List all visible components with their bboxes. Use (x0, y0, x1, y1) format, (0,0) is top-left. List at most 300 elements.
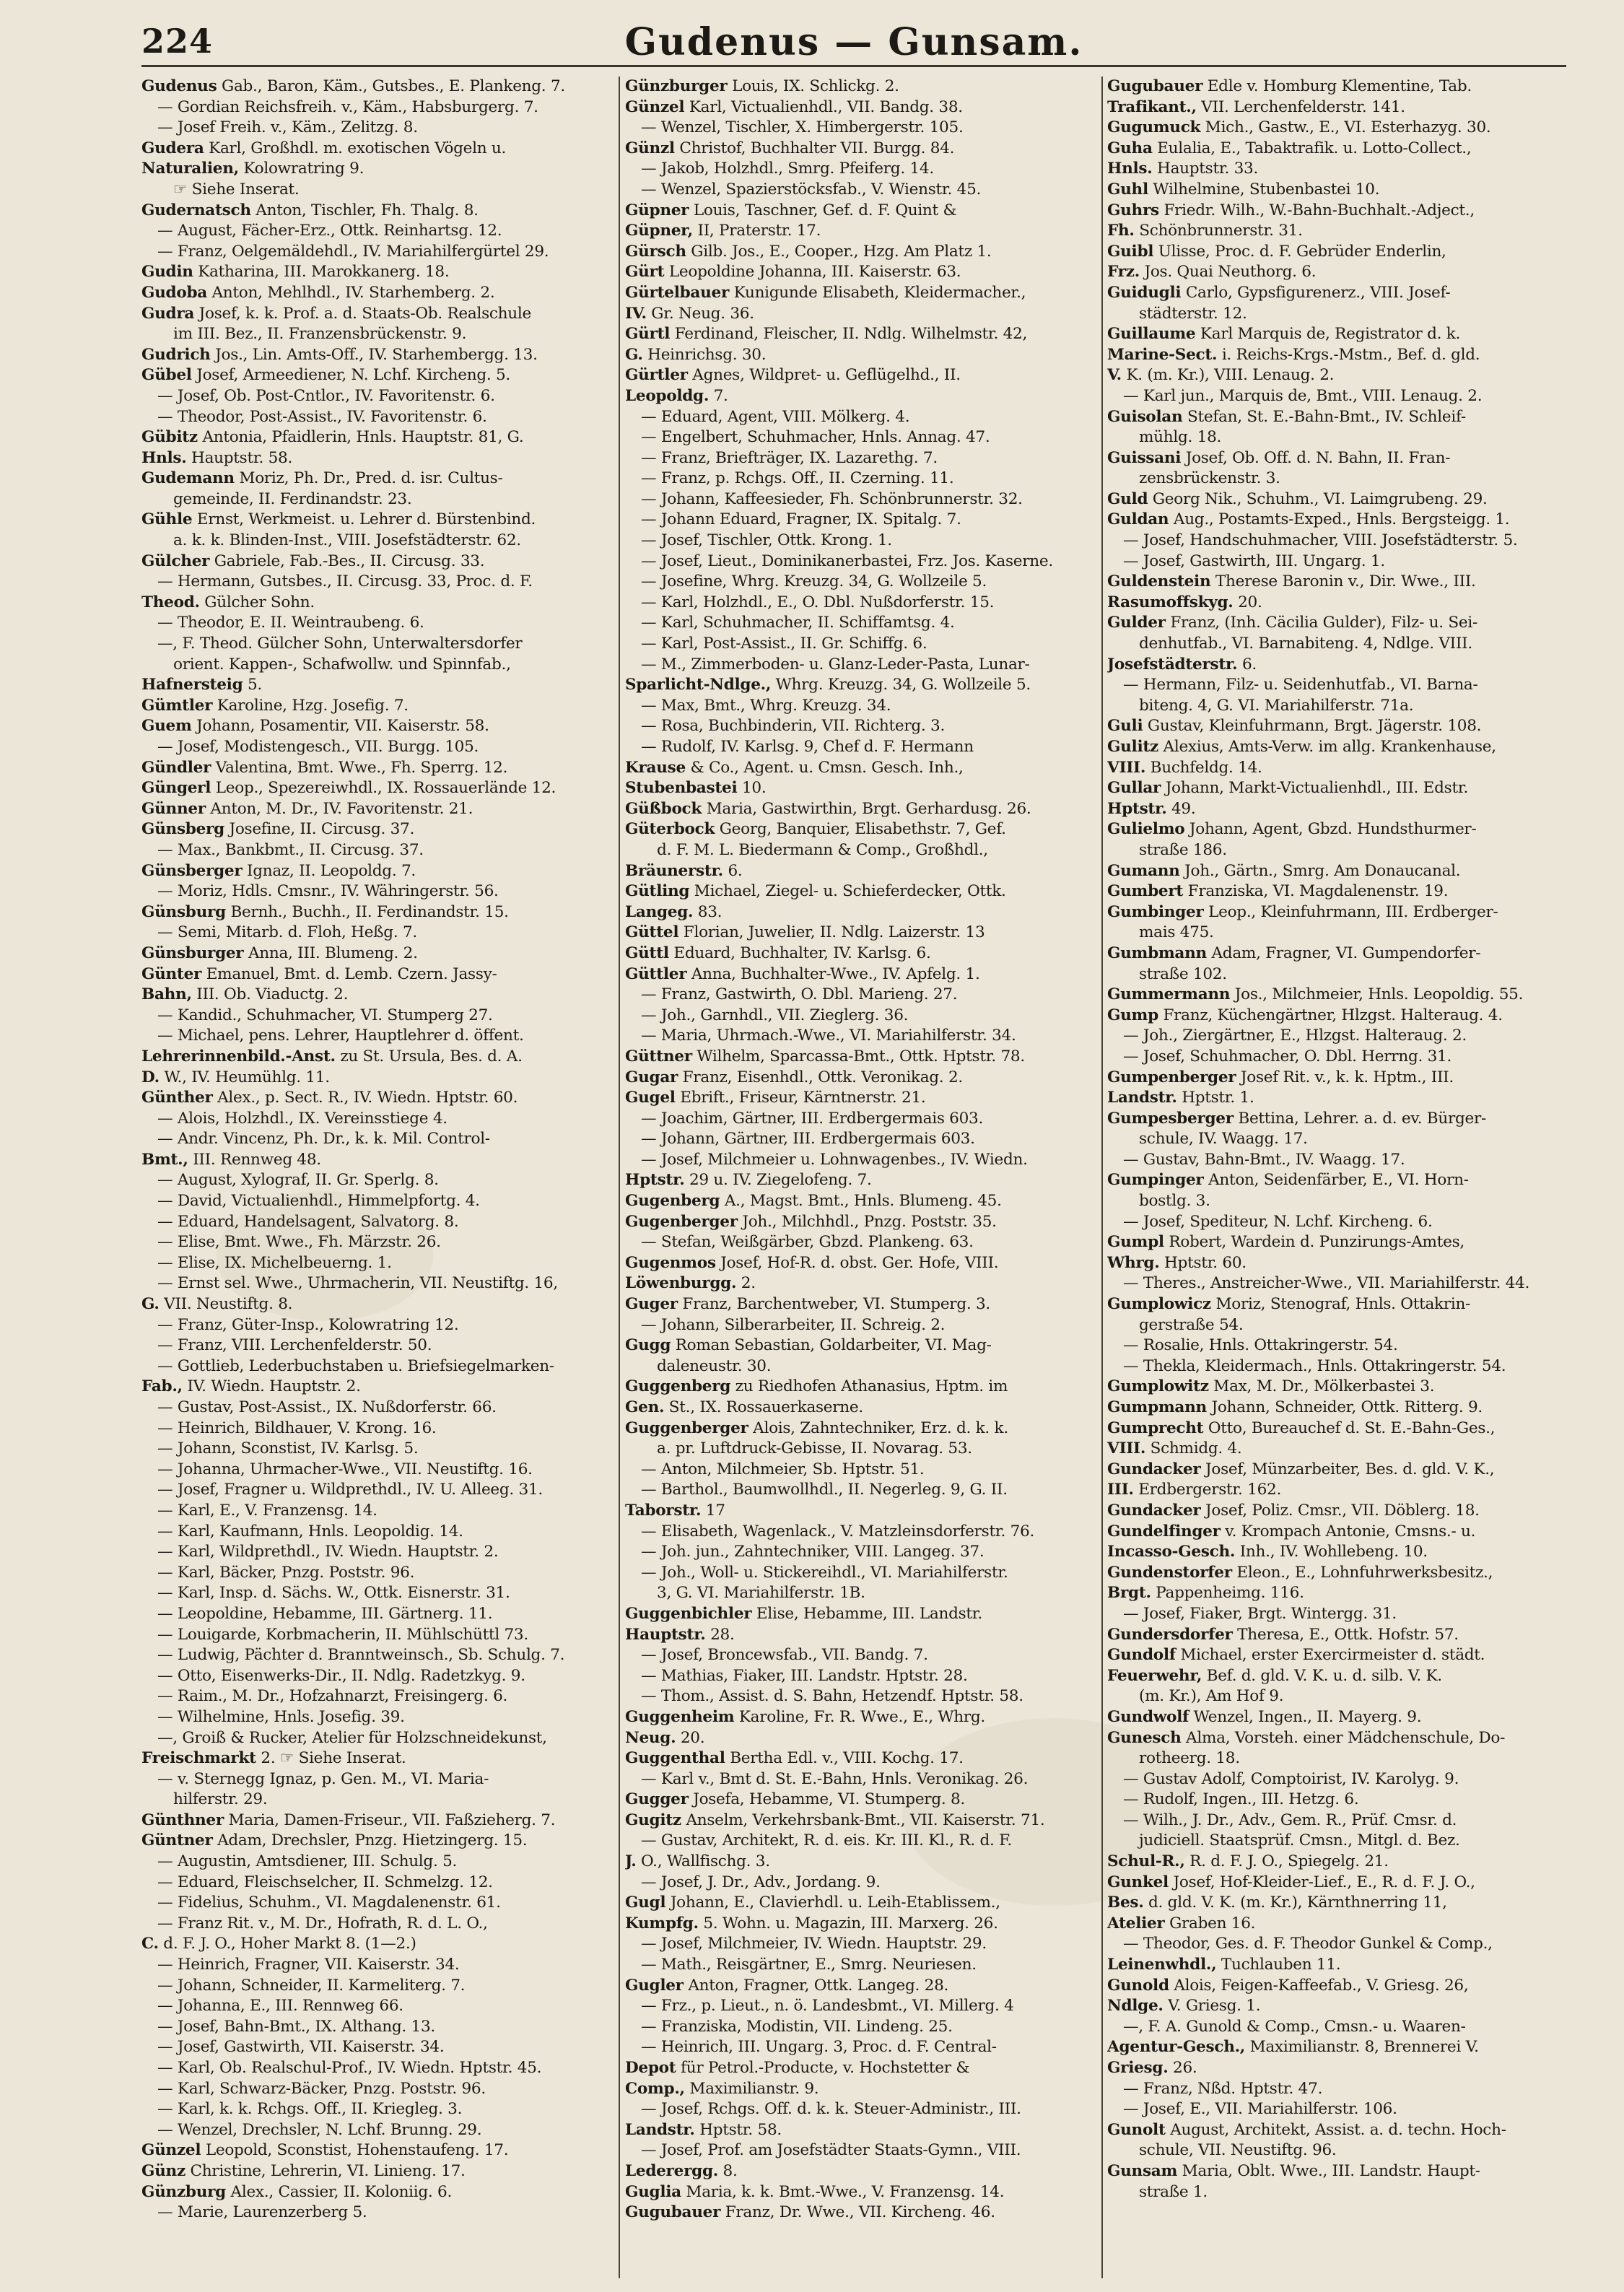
directory-line: — Franz, Nßd. Hptstr. 47. (1123, 2079, 1323, 2098)
directory-line: Güntner Adam, Drechsler, Pnzg. Hietzingerg. 15. (141, 1831, 528, 1850)
directory-line: — Johanna, Uhrmacher-Wwe., VII. Neustiftg. 16. (157, 1460, 533, 1478)
directory-line: — Franz, Güter-Insp., Kolowratring 12. (157, 1315, 459, 1334)
directory-line: — Eduard, Agent, VIII. Mölkerg. 4. (641, 407, 910, 426)
directory-line: Gugenberg A., Magst. Bmt., Hnls. Blumeng. 45. (625, 1192, 1002, 1211)
directory-line: 3, G. VI. Mariahilferstr. 1B. (657, 1584, 865, 1603)
directory-line: — Gustav, Architekt, R. d. eis. Kr. III. Kl., R. d. F. (641, 1831, 1012, 1850)
directory-line: Gunkel Josef, Hof-Kleider-Lief., E., R. d. F. J. O., (1107, 1873, 1475, 1891)
directory-line: Günner Anton, M. Dr., IV. Favoritenstr. 21. (141, 799, 473, 818)
directory-line: Gugger Josefa, Hebamme, VI. Stumperg. 8. (625, 1790, 965, 1809)
directory-line: — Josef, E., VII. Mariahilferstr. 106. (1123, 2100, 1397, 2119)
directory-line: Gunolt August, Architekt, Assist. a. d. techn. Hoch- (1107, 2120, 1506, 2139)
directory-line: Atelier Graben 16. (1107, 1914, 1256, 1932)
directory-line: Gunold Alois, Feigen-Kaffeefab., V. Griesg. 26, (1107, 1976, 1469, 1995)
directory-line: Gübel Josef, Armeediener, N. Lchf. Kircheng. 5. (141, 366, 510, 385)
directory-line: Gugubauer Edle v. Homburg Klementine, Tab. (1107, 77, 1472, 95)
directory-line: — Ernst sel. Wwe., Uhrmacherin, VII. Neustiftg. 16, (157, 1274, 558, 1293)
directory-line: Hnls. Hauptstr. 58. (141, 448, 293, 467)
directory-line: VIII. Schmidg. 4. (1107, 1439, 1242, 1458)
directory-line: Landstr. Hptstr. 1. (1107, 1089, 1254, 1107)
directory-line: Sparlicht-Ndlge., Whrg. Kreuzg. 34, G. Wollzeile 5. (625, 676, 1031, 694)
directory-line: — Karl, Post-Assist., II. Gr. Schiffg. 6. (641, 635, 927, 653)
directory-line: — Josef, Broncewsfab., VII. Bandg. 7. (641, 1646, 928, 1665)
directory-line: Gulder Franz, (Inh. Cäcilia Gulder), Filz- u. Sei- (1107, 614, 1477, 632)
directory-line: Gundenstorfer Eleon., E., Lohnfuhrwerksbesitz., (1107, 1563, 1493, 1582)
directory-line: Guli Gustav, Kleinfuhrmann, Brgt. Jägerstr. 108. (1107, 717, 1482, 736)
running-title: Gudenus — Gunsam. (624, 20, 1083, 64)
directory-line: — Moriz, Hdls. Cmsnr., IV. Währingerstr. 56. (157, 882, 499, 901)
directory-line: — Joh., Woll- u. Stickereihdl., VI. Mariahilferstr. (641, 1563, 1008, 1582)
directory-line: — Kandid., Schuhmacher, VI. Stumperg 27. (157, 1006, 493, 1024)
directory-line: Langeg. 83. (625, 902, 722, 921)
directory-line: — Franz, Gastwirth, O. Dbl. Marieng. 27. (641, 985, 958, 1004)
directory-line: — Franz Rit. v., M. Dr., Hofrath, R. d. L. O., (157, 1914, 488, 1932)
directory-line: — Josef, Bahn-Bmt., IX. Althang. 13. (157, 2017, 435, 2036)
directory-line: Feuerwehr, Bef. d. gld. V. K. u. d. silb. V. K. (1107, 1666, 1442, 1685)
directory-line: — Josef, Fragner u. Wildprethdl., IV. U. Alleeg. 31. (157, 1481, 543, 1499)
directory-line: — Augustin, Amtsdiener, III. Schulg. 5. (157, 1852, 458, 1871)
directory-line: J. O., Wallfischg. 3. (625, 1852, 770, 1871)
directory-line: Gülcher Gabriele, Fab.-Bes., II. Circusg. 33. (141, 552, 485, 570)
directory-line: straße 186. (1139, 840, 1227, 859)
directory-line: Gugel Ebrift., Friseur, Kärntnerstr. 21. (625, 1089, 926, 1107)
directory-line: —, F. Theod. Gülcher Sohn, Unterwaltersdorfer (157, 635, 523, 653)
directory-line: — Joachim, Gärtner, III. Erdbergermais 603. (641, 1109, 984, 1128)
directory-line: — Maria, Uhrmach.-Wwe., VI. Mariahilferstr. 34. (641, 1027, 1016, 1045)
directory-line: Guggenbichler Elise, Hebamme, III. Landstr. (625, 1604, 982, 1623)
directory-line: — Leopoldine, Hebamme, III. Gärtnerg. 11. (157, 1604, 493, 1623)
directory-line: Guidugli Carlo, Gypsfigurenerz., VIII. Josef- (1107, 283, 1451, 302)
directory-line: Gen. St., IX. Rossauerkaserne. (625, 1398, 863, 1416)
directory-line: — Franz, Briefträger, IX. Lazarethg. 7. (641, 448, 938, 467)
directory-line: — Karl, E., V. Franzensg. 14. (157, 1501, 377, 1520)
directory-line: Gürtl Ferdinand, Fleischer, II. Ndlg. Wilhelmstr. 42, (625, 325, 1028, 344)
directory-line: — Rudolf, IV. Karlsg. 9, Chef d. F. Hermann (641, 738, 974, 756)
directory-line: Guldenstein Therese Baronin v., Dir. Wwe., III. (1107, 572, 1476, 591)
directory-line: Gulitz Alexius, Amts-Verw. im allg. Krankenhause, (1107, 738, 1496, 756)
directory-line: V. K. (m. Kr.), VIII. Lenaug. 2. (1107, 366, 1335, 385)
directory-line: —, F. A. Gunold & Comp., Cmsn.- u. Waaren- (1123, 2017, 1466, 2036)
directory-line: — Josef Freih. v., Käm., Zelitzg. 8. (157, 118, 418, 137)
directory-line: Günthner Maria, Damen-Friseur., VII. Faßzieherg. 7. (141, 1810, 556, 1829)
directory-line: Rasumoffskyg. 20. (1107, 593, 1262, 611)
directory-line: Gugg Roman Sebastian, Goldarbeiter, VI. Mag- (625, 1336, 992, 1355)
directory-line: Gudoba Anton, Mehlhdl., IV. Starhemberg. 2. (141, 283, 495, 302)
directory-line: Griesg. 26. (1107, 2059, 1197, 2077)
directory-line: — Gottlieb, Lederbuchstaben u. Briefsiegelmarken- (157, 1356, 554, 1375)
directory-line: Freischmarkt 2. ☞ Siehe Inserat. (141, 1749, 406, 1768)
column-divider (619, 77, 620, 2278)
directory-line: Kumpfg. 5. Wohn. u. Magazin, III. Marxerg. 26. (625, 1914, 998, 1932)
directory-line: — Eduard, Handelsagent, Salvatorg. 8. (157, 1212, 459, 1231)
directory-line: — Karl, Ob. Realschul-Prof., IV. Wiedn. Hptstr. 45. (157, 2059, 542, 2077)
directory-line: — v. Sternegg Ignaz, p. Gen. M., VI. Maria- (157, 1769, 489, 1788)
directory-line: daleneustr. 30. (657, 1356, 772, 1375)
directory-line: Gumplowicz Moriz, Stenograf, Hnls. Ottakrin- (1107, 1295, 1471, 1314)
directory-line: straße 102. (1139, 964, 1227, 983)
directory-line: zensbrückenstr. 3. (1139, 469, 1280, 488)
directory-line: — Max, Bmt., Whrg. Kreuzg. 34. (641, 696, 891, 715)
directory-line: — Wilh., J. Dr., Adv., Gem. R., Prüf. Cmsr. d. (1123, 1810, 1457, 1829)
directory-line: Theod. Gülcher Sohn. (141, 593, 315, 611)
directory-line: — Thom., Assist. d. S. Bahn, Hetzendf. Hptstr. 58. (641, 1687, 1023, 1706)
directory-line: Gumann Joh., Gärtn., Smrg. Am Donaucanal. (1107, 861, 1461, 880)
directory-line: Lehrerinnenbild.-Anst. zu St. Ursula, Bes. d. A. (141, 1047, 523, 1066)
directory-line: — Josef, Gastwirth, VII. Kaiserstr. 34. (157, 2038, 445, 2057)
directory-line: Brgt. Pappenheimg. 116. (1107, 1584, 1304, 1603)
directory-line: — Wenzel, Spazierstöcksfab., V. Wienstr. 45. (641, 180, 982, 199)
directory-line: Gühle Ernst, Werkmeist. u. Lehrer d. Bürstenbind. (141, 510, 536, 529)
directory-line: gemeinde, II. Ferdinandstr. 23. (173, 489, 412, 508)
directory-line: — Karl v., Bmt d. St. E.-Bahn, Hnls. Veronikag. 26. (641, 1769, 1029, 1788)
directory-line: ☞ Siehe Inserat. (173, 180, 300, 199)
directory-line: Guldan Aug., Postamts-Exped., Hnls. Bergsteigg. 1. (1107, 510, 1510, 529)
directory-line: Gumpl Robert, Wardein d. Punzirungs-Amtes, (1107, 1233, 1464, 1252)
directory-line: Taborstr. 17 (625, 1501, 725, 1520)
directory-line: — Heinrich, Fragner, VII. Kaiserstr. 34. (157, 1956, 460, 1974)
directory-line: Günzel Karl, Victualienhdl., VII. Bandg. 38. (625, 97, 963, 116)
directory-line: Güttel Florian, Juwelier, II. Ndlg. Laizerstr. 13 (625, 923, 985, 942)
directory-line: Gumpenberger Josef Rit. v., k. k. Hptm., III. (1107, 1068, 1454, 1086)
directory-line: Gumbmann Adam, Fragner, VI. Gumpendorfer- (1107, 944, 1481, 962)
directory-line: Naturalien, Kolowratring 9. (141, 160, 364, 178)
directory-line: mühlg. 18. (1139, 428, 1222, 447)
directory-line: — August, Fächer-Erz., Ottk. Reinhartsg. 12. (157, 222, 502, 240)
directory-line: Guibl Ulisse, Proc. d. F. Gebrüder Enderlin, (1107, 242, 1446, 261)
directory-line: — Elisabeth, Wagenlack., V. Matzleinsdorferstr. 76. (641, 1522, 1035, 1541)
header-rule (141, 65, 1566, 67)
directory-line: — Johann, Sconstist, IV. Karlsg. 5. (157, 1439, 419, 1458)
directory-line: D. W., IV. Heumühlg. 11. (141, 1068, 330, 1086)
directory-line: Gundacker Josef, Münzarbeiter, Bes. d. gld. V. K., (1107, 1460, 1495, 1478)
directory-line: — Josef, Spediteur, N. Lchf. Kircheng. 6. (1123, 1212, 1433, 1231)
directory-line: Gumbert Franziska, VI. Magdalenenstr. 19. (1107, 882, 1449, 901)
directory-line: Neug. 20. (625, 1728, 705, 1747)
directory-line: Lederergg. 8. (625, 2161, 738, 2180)
directory-line: denhutfab., VI. Barnabiteng. 4, Ndlge. VIII. (1139, 635, 1472, 653)
directory-line: Gugubauer Franz, Dr. Wwe., VII. Kircheng. 46. (625, 2203, 995, 2222)
directory-line: — Joh. jun., Zahntechniker, VIII. Langeg. 37. (641, 1543, 985, 1561)
directory-line: — Otto, Eisenwerks-Dir., II. Ndlg. Radetzkyg. 9. (157, 1666, 525, 1685)
directory-line: — Franziska, Modistin, VII. Lindeng. 25. (641, 2017, 953, 2036)
directory-line: Gudernatsch Anton, Tischler, Fh. Thalg. 8. (141, 201, 479, 219)
directory-line: — Hermann, Filz- u. Seidenhutfab., VI. Barna- (1123, 676, 1478, 694)
directory-line: — Hermann, Gutsbes., II. Circusg. 33, Proc. d. F. (157, 572, 533, 591)
directory-line: Stubenbastei 10. (625, 779, 767, 798)
directory-line: — Heinrich, Bildhauer, V. Krong. 16. (157, 1419, 437, 1437)
directory-line: Whrg. Hptstr. 60. (1107, 1253, 1247, 1272)
directory-line: — Karl, k. k. Rchgs. Off., II. Kriegleg. 3. (157, 2100, 463, 2119)
directory-line: IV. Gr. Neug. 36. (625, 304, 754, 323)
directory-line: Gundacker Josef, Poliz. Cmsr., VII. Döblerg. 18. (1107, 1501, 1480, 1520)
directory-line: Gübitz Antonia, Pfaidlerin, Hnls. Hauptstr. 81, G. (141, 428, 524, 447)
directory-line: — Stefan, Weißgärber, Gbzd. Plankeng. 63. (641, 1233, 974, 1252)
directory-line: — Johann, Silberarbeiter, II. Schreig. 2. (641, 1315, 946, 1334)
directory-line: Gugler Anton, Fragner, Ottk. Langeg. 28. (625, 1976, 949, 1995)
directory-line: hilferstr. 29. (173, 1790, 268, 1809)
directory-line: judiciell. Staatsprüf. Cmsn., Mitgl. d. Bez. (1139, 1831, 1460, 1850)
directory-line: VIII. Buchfeldg. 14. (1107, 758, 1262, 777)
directory-line: Hptstr. 29 u. IV. Ziegelofeng. 7. (625, 1171, 872, 1190)
directory-line: — August, Xylograf, II. Gr. Sperlg. 8. (157, 1171, 439, 1190)
directory-line: Fab., IV. Wiedn. Hauptstr. 2. (141, 1377, 361, 1396)
directory-line: C. d. F. J. O., Hoher Markt 8. (1—2.) (141, 1935, 416, 1953)
directory-line: Gumprecht Otto, Bureauchef d. St. E.-Bahn-Ges., (1107, 1419, 1496, 1437)
directory-line: straße 1. (1139, 2182, 1208, 2201)
directory-line: — Karl, Schwarz-Bäcker, Pnzg. Poststr. 96. (157, 2079, 486, 2098)
directory-line: Guger Franz, Barchentweber, VI. Stumperg. 3. (625, 1295, 990, 1314)
directory-line: — Frz., p. Lieut., n. ö. Landesbmt., VI. Millerg. 4 (641, 1997, 1014, 2016)
directory-line: Gürsch Gilb. Jos., E., Cooper., Hzg. Am Platz 1. (625, 242, 992, 261)
directory-line: Guhrs Friedr. Wilh., W.-Bahn-Buchhalt.-Adject., (1107, 201, 1475, 219)
directory-line: — Mathias, Fiaker, III. Landstr. Hptstr. 28. (641, 1666, 968, 1685)
directory-line: Güttner Wilhelm, Sparcassa-Bmt., Ottk. Hptstr. 78. (625, 1047, 1025, 1066)
directory-line: — Andr. Vincenz, Ph. Dr., k. k. Mil. Control- (157, 1130, 490, 1149)
column-divider (1101, 77, 1103, 2278)
directory-line: — Josef, Fiaker, Brgt. Wintergg. 31. (1123, 1604, 1397, 1623)
directory-line: biteng. 4, G. VI. Mariahilferstr. 71a. (1139, 696, 1414, 715)
directory-line: — Rosa, Buchbinderin, VII. Richterg. 3. (641, 717, 946, 736)
directory-line: — Louigarde, Korbmacherin, II. Mühlschüttl 73. (157, 1625, 528, 1644)
directory-line: Gürtelbauer Kunigunde Elisabeth, Kleidermacher., (625, 283, 1026, 302)
directory-line: Gumpesberger Bettina, Lehrer. a. d. ev. Bürger- (1107, 1109, 1487, 1128)
directory-line: Gundelfinger v. Krompach Antonie, Cmsns.- u. (1107, 1522, 1476, 1541)
directory-line: Gudrich Jos., Lin. Amts-Off., IV. Starhembergg. 13. (141, 345, 538, 364)
directory-line: Guggenberg zu Riedhofen Athanasius, Hptm. im (625, 1377, 1008, 1396)
directory-line: Leopoldg. 7. (625, 386, 728, 405)
directory-line: Gugenberger Joh., Milchhdl., Pnzg. Poststr. 35. (625, 1212, 997, 1231)
directory-line: Bräunerstr. 6. (625, 861, 743, 880)
directory-column-2 (625, 77, 1097, 2278)
directory-line: Krause & Co., Agent. u. Cmsn. Gesch. Inh., (625, 758, 964, 777)
directory-line: bostlg. 3. (1139, 1192, 1210, 1211)
directory-line: — Marie, Laurenzerberg 5. (157, 2203, 367, 2222)
directory-line: — Karl, Schuhmacher, II. Schiffamtsg. 4. (641, 614, 955, 632)
directory-line: — Gustav Adolf, Comptoirist, IV. Karolyg. 9. (1123, 1769, 1459, 1788)
directory-line: — Michael, pens. Lehrer, Hauptlehrer d. öffent. (157, 1027, 524, 1045)
directory-line: Guem Johann, Posamentir, VII. Kaiserstr. 58. (141, 717, 489, 736)
directory-line: — Eduard, Fleischselcher, II. Schmelzg. 12. (157, 1873, 493, 1891)
directory-line: Günter Emanuel, Bmt. d. Lemb. Czern. Jassy- (141, 964, 497, 983)
directory-line: — Thekla, Kleidermach., Hnls. Ottakringerstr. 54. (1123, 1356, 1506, 1375)
directory-line: Frz. Jos. Quai Neuthorg. 6. (1107, 263, 1317, 282)
directory-line: Trafikant., VII. Lerchenfelderstr. 141. (1107, 97, 1405, 116)
directory-line: d. F. M. L. Biedermann & Comp., Großhdl., (657, 840, 988, 859)
directory-line: — Josef, J. Dr., Adv., Jordang. 9. (641, 1873, 881, 1891)
directory-line: Agentur-Gesch., Maximilianstr. 8, Brennerei V. (1107, 2038, 1479, 2057)
directory-line: Bahn, III. Ob. Viaductg. 2. (141, 985, 349, 1004)
directory-line: Gündler Valentina, Bmt. Wwe., Fh. Sperrg. 12. (141, 758, 508, 777)
directory-line: Gummermann Jos., Milchmeier, Hnls. Leopoldig. 55. (1107, 985, 1524, 1004)
directory-line: Bes. d. gld. V. K. (m. Kr.), Kärnthnerring 11, (1107, 1894, 1447, 1912)
directory-line: Gudera Karl, Großhdl. m. exotischen Vögeln u. (141, 139, 507, 157)
directory-line: Gugar Franz, Eisenhdl., Ottk. Veronikag. 2. (625, 1068, 963, 1086)
directory-line: — Johann, Gärtner, III. Erdbergermais 603. (641, 1130, 975, 1149)
directory-line: Guha Eulalia, E., Tabaktrafik. u. Lotto-Collect., (1107, 139, 1472, 157)
directory-line: Gumplowitz Max, M. Dr., Mölkerbastei 3. (1107, 1377, 1435, 1396)
directory-line: — Semi, Mitarb. d. Floh, Heßg. 7. (157, 923, 417, 942)
directory-line: — Johanna, E., III. Rennweg 66. (157, 1997, 403, 2016)
directory-line: mais 475. (1139, 923, 1214, 942)
directory-line: schule, IV. Waagg. 17. (1139, 1130, 1308, 1149)
directory-line: — Josef, Schuhmacher, O. Dbl. Herrng. 31. (1123, 1047, 1452, 1066)
directory-line: Guggenthal Bertha Edl. v., VIII. Kochg. 17. (625, 1749, 964, 1768)
directory-line: Comp., Maximilianstr. 9. (625, 2079, 819, 2098)
directory-line: — David, Victualienhdl., Himmelpfortg. 4. (157, 1192, 480, 1211)
directory-line: Guhl Wilhelmine, Stubenbastei 10. (1107, 180, 1380, 199)
page-number: 224 (141, 22, 214, 61)
directory-line: — Franz, Oelgemäldehdl., IV. Mariahilfergürtel 29. (157, 242, 549, 261)
directory-line: Guld Georg Nik., Schuhm., VI. Laimgrubeng. 29. (1107, 489, 1488, 508)
directory-line: gerstraße 54. (1139, 1315, 1244, 1334)
directory-line: Günsberger Ignaz, II. Leopoldg. 7. (141, 861, 416, 880)
directory-line: Gümtler Karoline, Hzg. Josefig. 7. (141, 696, 409, 715)
directory-line: Incasso-Gesch. Inh., IV. Wohllebeng. 10. (1107, 1543, 1428, 1561)
directory-line: — Elise, IX. Michelbeuerng. 1. (157, 1253, 392, 1272)
directory-line: — Theodor, Post-Assist., IV. Favoritenstr. 6. (157, 407, 487, 426)
directory-line: — Rosalie, Hnls. Ottakringerstr. 54. (1123, 1336, 1398, 1355)
directory-line: Gunesch Alma, Vorsteh. einer Mädchenschule, Do- (1107, 1728, 1506, 1747)
directory-line: Güterbock Georg, Banquier, Elisabethstr. 7, Gef. (625, 820, 1006, 839)
directory-line: — Raim., M. Dr., Hofzahnarzt, Freisingerg. 6. (157, 1687, 508, 1706)
directory-line: Gullar Johann, Markt-Victualienhdl., III. Edstr. (1107, 779, 1469, 798)
directory-line: G. Heinrichsg. 30. (625, 345, 767, 364)
directory-line: Günz Christine, Lehrerin, VI. Linieng. 17. (141, 2161, 466, 2180)
directory-line: Guggenberger Alois, Zahntechniker, Erz. d. k. k. (625, 1419, 1008, 1437)
directory-line: — Josef, Lieut., Dominikanerbastei, Frz. Jos. Kaserne. (641, 552, 1053, 570)
directory-line: — Max., Bankbmt., II. Circusg. 37. (157, 840, 424, 859)
directory-line: — Karl jun., Marquis de, Bmt., VIII. Lenaug. 2. (1123, 386, 1483, 405)
directory-line: Marine-Sect. i. Reichs-Krgs.-Mstm., Bef. d. gld. (1107, 345, 1480, 364)
directory-line: Landstr. Hptstr. 58. (625, 2120, 782, 2139)
directory-line: — Wenzel, Drechsler, N. Lchf. Brunng. 29. (157, 2120, 482, 2139)
directory-line: — Josef, Handschuhmacher, VIII. Josefstädterstr. 5. (1123, 531, 1518, 550)
directory-line: — Franz, VIII. Lerchenfelderstr. 50. (157, 1336, 432, 1355)
directory-line: — Johann, Kaffeesieder, Fh. Schönbrunnerstr. 32. (641, 489, 1023, 508)
directory-line: — Josefine, Whrg. Kreuzg. 34, G. Wollzeile 5. (641, 572, 987, 591)
directory-line: — Theres., Anstreicher-Wwe., VII. Mariahilferstr. 44. (1123, 1274, 1530, 1293)
directory-line: Gump Franz, Küchengärtner, Hlzgst. Halteraug. 4. (1107, 1006, 1503, 1024)
directory-line: a. k. k. Blinden-Inst., VIII. Josefstädterstr. 62. (173, 531, 521, 550)
directory-line: — Josef, Ob. Post-Cntlor., IV. Favoritenstr. 6. (157, 386, 495, 405)
directory-line: (m. Kr.), Am Hof 9. (1139, 1687, 1284, 1706)
directory-line: — Gustav, Bahn-Bmt., IV. Waagg. 17. (1123, 1150, 1405, 1169)
directory-line: Gumbinger Leop., Kleinfuhrmann, III. Erdberger- (1107, 902, 1498, 921)
directory-line: rotheerg. 18. (1139, 1749, 1240, 1768)
directory-line: — Karl, Bäcker, Pnzg. Poststr. 96. (157, 1563, 415, 1582)
directory-line: Günzl Christof, Buchhalter VII. Burgg. 84. (625, 139, 955, 157)
directory-line: Gugitz Anselm, Verkehrsbank-Bmt., VII. Kaiserstr. 71. (625, 1810, 1045, 1829)
directory-line: — Elise, Bmt. Wwe., Fh. Märzstr. 26. (157, 1233, 441, 1252)
directory-line: Depot für Petrol.-Producte, v. Hochstetter & (625, 2059, 970, 2077)
directory-line: Gundolf Michael, erster Exercirmeister d. städt. (1107, 1646, 1485, 1665)
directory-line: — Josef, Milchmeier, IV. Wiedn. Hauptstr. 29. (641, 1935, 987, 1953)
directory-line: Schul-R., R. d. F. J. O., Spiegelg. 21. (1107, 1852, 1389, 1871)
directory-line: städterstr. 12. (1139, 304, 1247, 323)
directory-line: Guissani Josef, Ob. Off. d. N. Bahn, II. Fran- (1107, 448, 1451, 467)
directory-line: Gürt Leopoldine Johanna, III. Kaiserstr. 63. (625, 263, 961, 282)
directory-line: —, Groiß & Rucker, Atelier für Holzschneidekunst, (157, 1728, 547, 1747)
directory-line: Güttler Anna, Buchhalter-Wwe., IV. Apfelg. 1. (625, 964, 980, 983)
directory-line: Josefstädterstr. 6. (1107, 655, 1257, 674)
directory-line: — Karl, Insp. d. Sächs. W., Ottk. Eisnerstr. 31. (157, 1584, 510, 1603)
directory-line: Gütling Michael, Ziegel- u. Schieferdecker, Ottk. (625, 882, 1006, 901)
directory-line: Gugenmos Josef, Hof-R. d. obst. Ger. Hofe, VIII. (625, 1253, 999, 1272)
directory-line: Güpner, II, Praterstr. 17. (625, 222, 821, 240)
directory-line: Bmt., III. Rennweg 48. (141, 1150, 321, 1169)
directory-line: Güngerl Leop., Spezereiwhdl., IX. Rossauerlände 12. (141, 779, 556, 798)
directory-line: Gudemann Moriz, Ph. Dr., Pred. d. isr. Cultus- (141, 469, 503, 488)
directory-column-1 (141, 77, 614, 2278)
directory-line: Günsberg Josefine, II. Circusg. 37. (141, 820, 415, 839)
directory-line: — Theodor, Ges. d. F. Theodor Gunkel & Comp., (1123, 1935, 1493, 1953)
directory-line: orient. Kappen-, Schafwollw. und Spinnfab., (173, 655, 511, 674)
directory-line: — Karl, Wildprethdl., IV. Wiedn. Hauptstr. 2. (157, 1543, 499, 1561)
directory-line: — Josef, Prof. am Josefstädter Staats-Gymn., VIII. (641, 2141, 1021, 2160)
directory-line: — Josef, Rchgs. Off. d. k. k. Steuer-Administr., III. (641, 2100, 1021, 2119)
directory-line: a. pr. Luftdruck-Gebisse, II. Novarag. 53. (657, 1439, 972, 1458)
directory-line: G. VII. Neustiftg. 8. (141, 1295, 293, 1314)
directory-line: Gugumuck Mich., Gastw., E., VI. Esterhazyg. 30. (1107, 118, 1491, 137)
directory-line: im III. Bez., II. Franzensbrückenstr. 9. (173, 325, 467, 344)
directory-line: Günther Alex., p. Sect. R., IV. Wiedn. Hptstr. 60. (141, 1089, 518, 1107)
directory-line: Fh. Schönbrunnerstr. 31. (1107, 222, 1303, 240)
directory-line: Hptstr. 49. (1107, 799, 1196, 818)
directory-line: Gulielmo Johann, Agent, Gbzd. Hundsthurmer- (1107, 820, 1477, 839)
directory-line: — Johann Eduard, Fragner, IX. Spitalg. 7. (641, 510, 961, 529)
directory-line: — Johann, Schneider, II. Karmeliterg. 7. (157, 1976, 466, 1995)
directory-line: Gumpinger Anton, Seidenfärber, E., VI. Horn- (1107, 1171, 1469, 1190)
directory-line: — Wilhelmine, Hnls. Josefig. 39. (157, 1707, 405, 1726)
directory-line: Löwenburgg. 2. (625, 1274, 756, 1293)
directory-line: — Math., Reisgärtner, E., Smrg. Neuriesen. (641, 1956, 977, 1974)
directory-line: Leinenwhdl., Tuchlauben 11. (1107, 1956, 1341, 1974)
directory-line: Güttl Eduard, Buchhalter, IV. Karlsg. 6. (625, 944, 931, 962)
directory-line: — Gordian Reichsfreih. v., Käm., Habsburgerg. 7. (157, 97, 538, 116)
directory-line: — Josef, Milchmeier u. Lohnwagenbes., IV. Wiedn. (641, 1150, 1028, 1169)
directory-line: III. Erdbergerstr. 162. (1107, 1481, 1282, 1499)
directory-column-3 (1107, 77, 1576, 2278)
directory-line: — Fidelius, Schuhm., VI. Magdalenenstr. 61. (157, 1894, 501, 1912)
directory-line: Güßbock Maria, Gastwirthin, Brgt. Gerhardusg. 26. (625, 799, 1031, 818)
directory-line: — Gustav, Post-Assist., IX. Nußdorferstr. 66. (157, 1398, 497, 1416)
directory-line: Hnls. Hauptstr. 33. (1107, 160, 1259, 178)
directory-line: — Josef, Gastwirth, III. Ungarg. 1. (1123, 552, 1385, 570)
directory-line: — Wenzel, Tischler, X. Himbergerstr. 105. (641, 118, 964, 137)
directory-line: — Alois, Holzhdl., IX. Vereinsstiege 4. (157, 1109, 448, 1128)
directory-line: — Barthol., Baumwollhdl., II. Negerleg. 9, G. II. (641, 1481, 1008, 1499)
directory-line: Günzburger Louis, IX. Schlickg. 2. (625, 77, 899, 95)
directory-line: Günsburg Bernh., Buchh., II. Ferdinandstr. 15. (141, 902, 509, 921)
directory-line: — Joh., Ziergärtner, E., Hlzgst. Halteraug. 2. (1123, 1027, 1467, 1045)
directory-line: — Anton, Milchmeier, Sb. Hptstr. 51. (641, 1460, 925, 1478)
directory-line: Gudra Josef, k. k. Prof. a. d. Staats-Ob. Realschule (141, 304, 531, 323)
directory-line: — Joh., Garnhdl., VII. Zieglerg. 36. (641, 1006, 909, 1024)
directory-line: Günzel Leopold, Sconstist, Hohenstaufeng. 17. (141, 2141, 509, 2160)
directory-line: — Ludwig, Pächter d. Branntweinsch., Sb. Schulg. 7. (157, 1646, 565, 1665)
directory-line: Gudenus Gab., Baron, Käm., Gutsbes., E. Plankeng. 7. (141, 77, 565, 95)
page-header (141, 17, 1566, 65)
directory-line: Gundwolf Wenzel, Ingen., II. Mayerg. 9. (1107, 1707, 1422, 1726)
directory-line: — Karl, Holzhdl., E., O. Dbl. Nußdorferstr. 15. (641, 593, 995, 611)
directory-line: Ndlge. V. Griesg. 1. (1107, 1997, 1261, 2016)
directory-line: — Jakob, Holzhdl., Smrg. Pfeiferg. 14. (641, 160, 934, 178)
directory-line: — Josef, Tischler, Ottk. Krong. 1. (641, 531, 892, 550)
directory-line: schule, VII. Neustiftg. 96. (1139, 2141, 1337, 2160)
directory-line: Guggenheim Karoline, Fr. R. Wwe., E., Whrg. (625, 1707, 985, 1726)
directory-line: — Karl, Kaufmann, Hnls. Leopoldig. 14. (157, 1522, 463, 1541)
directory-line: Gundersdorfer Theresa, E., Ottk. Hofstr. 57. (1107, 1625, 1459, 1644)
